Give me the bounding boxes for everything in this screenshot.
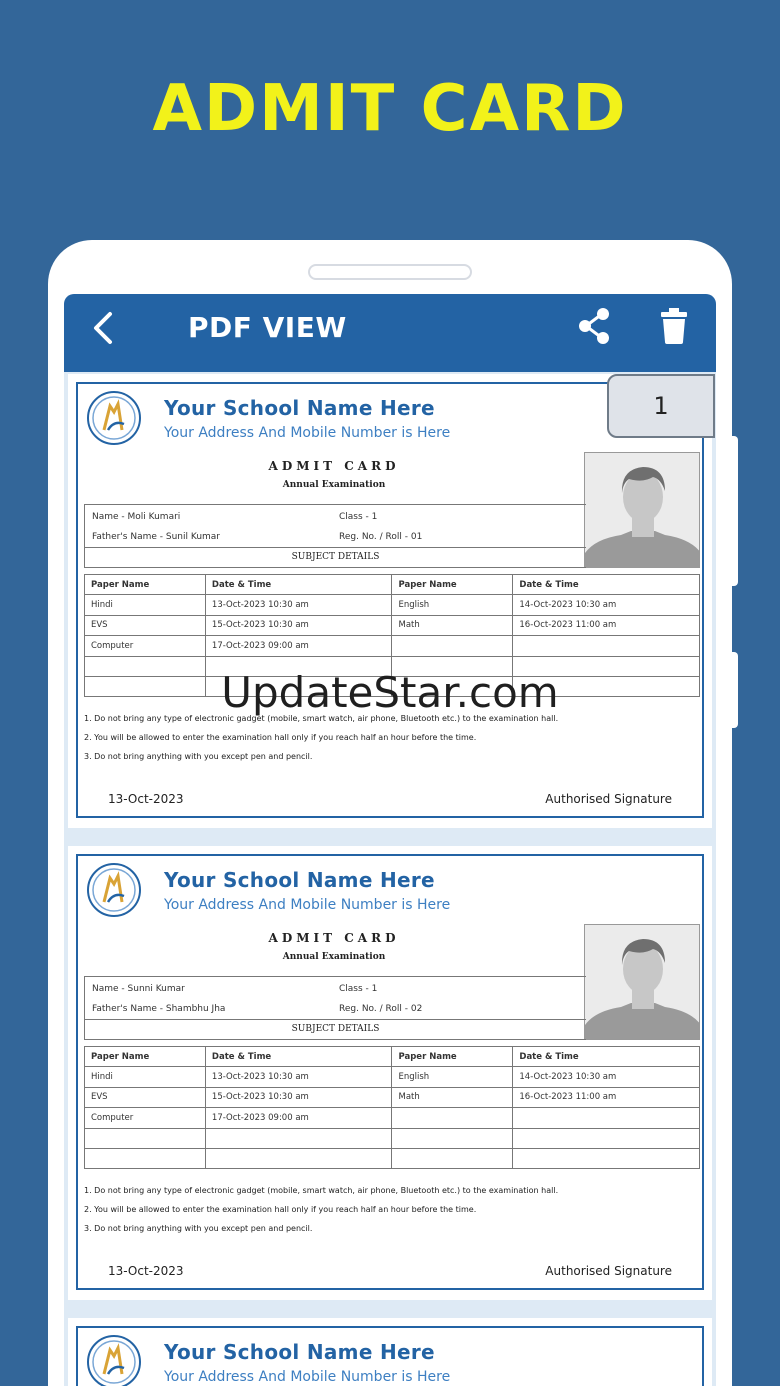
instruction-line: 3. Do not bring anything with you except pen and pencil. [84, 1224, 313, 1233]
admit-card-page [68, 374, 712, 828]
phone-side-button [730, 436, 738, 586]
admit-card [76, 1326, 704, 1386]
authorised-signature: Authorised Signature [545, 1264, 672, 1278]
table-cell: Computer [85, 1108, 206, 1128]
table-header-row [85, 575, 700, 595]
table-row [85, 1148, 700, 1168]
table-cell: Math [392, 615, 513, 635]
exam-name: Annual Examination [282, 480, 386, 490]
father-name: Father's Name - Shambhu Jha [92, 1004, 226, 1014]
table-row [85, 595, 700, 615]
card-title: ADMIT CARD [268, 931, 400, 945]
table-cell: 16-Oct-2023 11:00 am [513, 615, 700, 635]
instruction-line: 2. You will be allowed to enter the examination hall only if you reach half an hour before the time. [84, 1205, 477, 1214]
table-cell: Computer [85, 636, 206, 656]
student-class: Class - 1 [339, 984, 378, 994]
subject-details-header: SUBJECT DETAILS [84, 548, 586, 568]
table-cell: 14-Oct-2023 10:30 am [513, 1067, 700, 1087]
table-row [85, 615, 700, 635]
table-row [85, 1087, 700, 1107]
student-photo-placeholder [584, 452, 700, 568]
school-logo-icon [86, 390, 142, 446]
table-cell: Math [392, 1087, 513, 1107]
person-silhouette-icon [585, 453, 700, 568]
table-header: Date & Time [205, 1047, 392, 1067]
table-cell [513, 636, 700, 656]
table-header: Date & Time [205, 575, 392, 595]
page-title: PDF VIEW [188, 311, 347, 344]
father-name: Father's Name - Sunil Kumar [92, 532, 221, 542]
authorised-signature: Authorised Signature [545, 792, 672, 806]
table-header-row [85, 1047, 700, 1067]
school-address: Your Address And Mobile Number is Here [164, 897, 451, 913]
table-row [85, 636, 700, 656]
table-cell: Hindi [85, 1067, 206, 1087]
app-screen [64, 294, 716, 1386]
table-cell: EVS [85, 615, 206, 635]
school-logo-icon [86, 862, 142, 918]
promo-title: ADMIT CARD [152, 72, 628, 146]
page-number-indicator: 1 [607, 374, 715, 438]
roll-number: Reg. No. / Roll - 01 [339, 532, 423, 542]
admit-card-page [68, 1318, 712, 1386]
person-silhouette-icon [585, 925, 700, 1040]
school-name: Your School Name Here [164, 396, 435, 420]
card-title: ADMIT CARD [268, 459, 400, 473]
student-photo-placeholder [584, 924, 700, 1040]
instruction-line: 2. You will be allowed to enter the examination hall only if you reach half an hour before the time. [84, 733, 477, 742]
table-cell: English [392, 595, 513, 615]
school-logo-icon [86, 1334, 142, 1386]
table-cell: 15-Oct-2023 10:30 am [205, 615, 392, 635]
table-header: Date & Time [513, 1047, 700, 1067]
table-header: Paper Name [392, 575, 513, 595]
app-bar [64, 294, 716, 372]
table-cell: 17-Oct-2023 09:00 am [205, 1108, 392, 1128]
table-header: Paper Name [392, 1047, 513, 1067]
share-icon[interactable] [576, 306, 612, 346]
table-header: Paper Name [85, 1047, 206, 1067]
roll-number: Reg. No. / Roll - 02 [339, 1004, 423, 1014]
table-cell [513, 1148, 700, 1168]
table-cell [205, 1128, 392, 1148]
table-row [85, 1128, 700, 1148]
admit-card [76, 382, 704, 818]
table-cell: 14-Oct-2023 10:30 am [513, 595, 700, 615]
table-cell: Hindi [85, 595, 206, 615]
subject-details-header: SUBJECT DETAILS [84, 1020, 586, 1040]
card-date: 13-Oct-2023 [108, 1264, 184, 1278]
table-row [85, 1108, 700, 1128]
table-header: Date & Time [513, 575, 700, 595]
instruction-line: 1. Do not bring any type of electronic gadget (mobile, smart watch, air phone, Bluetooth etc.) to the examination hall. [84, 1186, 559, 1195]
table-cell [513, 1128, 700, 1148]
table-cell [85, 1148, 206, 1168]
table-cell [392, 1108, 513, 1128]
subject-table [84, 1046, 700, 1169]
table-cell: EVS [85, 1087, 206, 1107]
phone-speaker [308, 264, 472, 280]
school-address: Your Address And Mobile Number is Here [164, 425, 451, 441]
instruction-line: 3. Do not bring anything with you except pen and pencil. [84, 752, 313, 761]
table-cell: 16-Oct-2023 11:00 am [513, 1087, 700, 1107]
student-info-box [84, 976, 586, 1020]
table-cell [392, 1128, 513, 1148]
back-icon[interactable] [86, 308, 122, 348]
table-cell: 13-Oct-2023 10:30 am [205, 1067, 392, 1087]
student-name: Name - Sunni Kumar [92, 984, 185, 994]
school-name: Your School Name Here [164, 868, 435, 892]
table-cell [85, 1128, 206, 1148]
table-cell [392, 1148, 513, 1168]
table-cell: 15-Oct-2023 10:30 am [205, 1087, 392, 1107]
admit-card [76, 854, 704, 1290]
student-class: Class - 1 [339, 512, 378, 522]
trash-icon[interactable] [658, 306, 690, 346]
table-cell: 17-Oct-2023 09:00 am [205, 636, 392, 656]
card-date: 13-Oct-2023 [108, 792, 184, 806]
admit-card-page [68, 846, 712, 1300]
watermark-text: UpdateStar.com [221, 668, 559, 717]
student-info-box [84, 504, 586, 548]
table-cell [205, 1148, 392, 1168]
instruction-line: 1. Do not bring any type of electronic gadget (mobile, smart watch, air phone, Bluetooth etc.) to the examination hall. [84, 714, 559, 723]
student-name: Name - Moli Kumari [92, 512, 181, 522]
exam-name: Annual Examination [282, 952, 386, 962]
table-cell: 13-Oct-2023 10:30 am [205, 595, 392, 615]
table-header: Paper Name [85, 575, 206, 595]
table-cell [513, 1108, 700, 1128]
table-cell: English [392, 1067, 513, 1087]
school-address: Your Address And Mobile Number is Here [164, 1369, 451, 1385]
school-name: Your School Name Here [164, 1340, 435, 1364]
table-cell [392, 636, 513, 656]
table-row [85, 1067, 700, 1087]
